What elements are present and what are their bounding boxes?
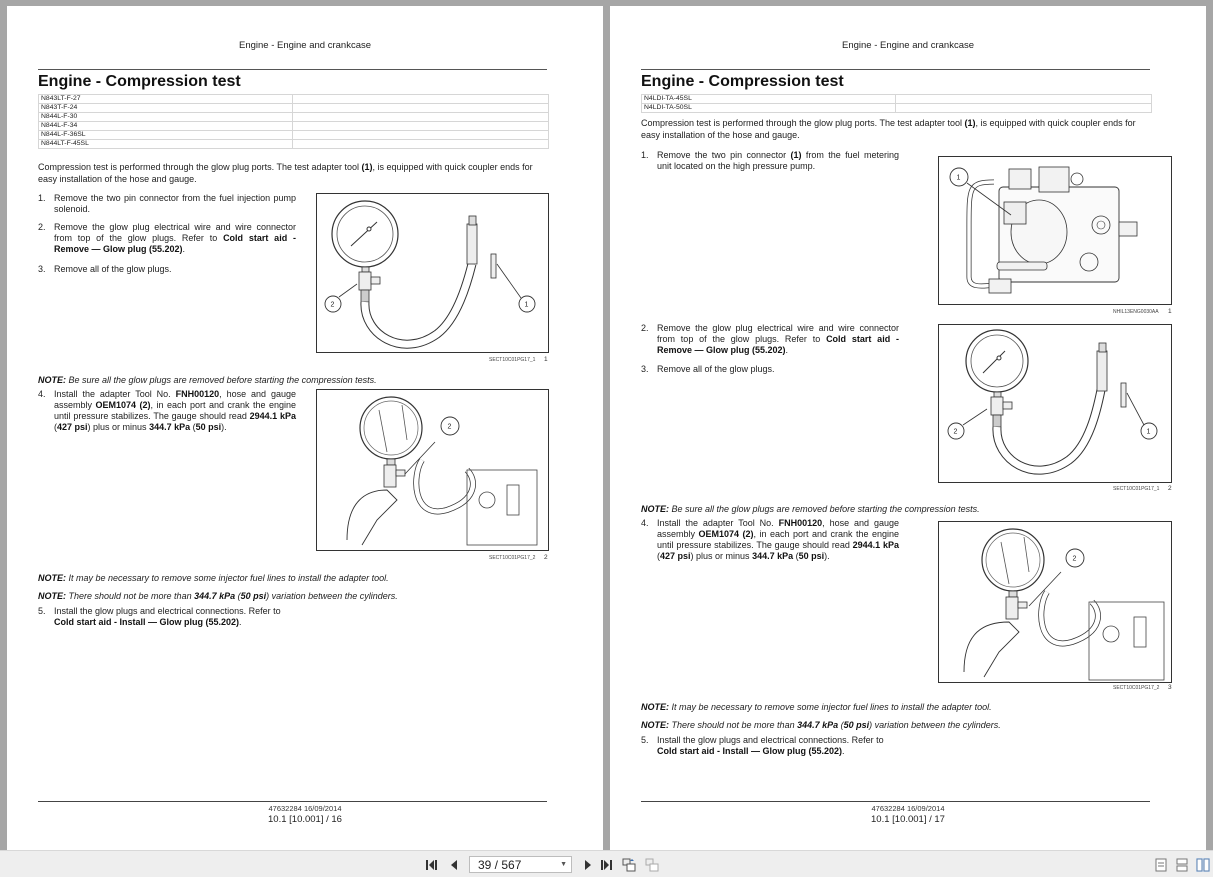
gauge-installed-illustration [939, 522, 1172, 683]
intro-paragraph: Compression test is performed through the glow plug ports. The test adapter tool (1), is equipped with quick coupler ends for easy installation of the hose and gauge. [641, 118, 1136, 140]
empty-cell [293, 140, 549, 149]
footer-page-number: 10.1 [10.001] / 17 [871, 814, 945, 825]
table-row [642, 104, 1152, 113]
table-row [39, 140, 549, 149]
page-17 [610, 6, 1206, 850]
figure-number: 1 [544, 356, 548, 363]
step-4: 4. Install the adapter Tool No. FNH00120, hose and gauge assembly OEM1074 (2), in each port and crank the engine until pressure stabilizes. The gauge should read 2944.1 kPa (427 psi) plus or minus 344.7 kPa (50 psi). [641, 518, 899, 561]
model-cell: N844L-F-30 [39, 113, 293, 122]
figure-gauge-installed [316, 389, 549, 551]
note-injector-lines: NOTE: It may be necessary to remove some injector fuel lines to install the adapter tool. [641, 702, 992, 712]
empty-cell [896, 104, 1152, 113]
model-table [38, 94, 549, 149]
table-row [39, 122, 549, 131]
cross-reference-link[interactable]: Cold start aid - Install — Glow plug (55.202) [54, 617, 240, 627]
footer-doc-id: 47632284 16/09/2014 [871, 804, 945, 813]
sync-icon [622, 858, 636, 872]
svg-text:1: 1 [1146, 428, 1151, 436]
title-rule [38, 69, 547, 70]
previous-page-icon [447, 858, 461, 872]
sync-button[interactable] [622, 858, 636, 872]
table-row [39, 113, 549, 122]
figure-caption: SECT10C01PG17_1 [489, 357, 536, 363]
svg-text:2: 2 [1072, 555, 1077, 563]
cross-reference-link[interactable]: Cold start aid - Remove — Glow plug (55.202) [54, 233, 296, 254]
empty-cell [293, 122, 549, 131]
empty-cell [293, 104, 549, 113]
figure-high-pressure-pump [938, 156, 1172, 305]
last-page-icon [600, 858, 614, 872]
model-cell: N843T-F-24 [39, 104, 293, 113]
step-2: 2. Remove the glow plug electrical wire and wire connector from top of the glow plugs. Refer to Cold start aid - Remove — Glow plug (55.202). [641, 323, 899, 355]
step-5: 5. Install the glow plugs and electrical connections. Refer to Cold start aid - Install — Glow plug (55.202). [38, 606, 281, 627]
empty-cell [293, 95, 549, 104]
figure-number: 2 [1168, 485, 1172, 492]
page-title: Engine - Compression test [38, 73, 241, 90]
figure-number: 1 [1168, 308, 1172, 315]
last-page-button[interactable] [600, 858, 614, 872]
next-page-icon [581, 858, 595, 872]
model-cell: N843LT-F-27 [39, 95, 293, 104]
running-header: Engine - Engine and crankcase [238, 40, 372, 51]
step-2: 2. Remove the glow plug electrical wire and wire connector from top of the glow plugs. Refer to Cold start aid - Remove — Glow plug (55.202). [38, 222, 296, 254]
empty-cell [293, 113, 549, 122]
svg-text:2: 2 [330, 301, 335, 309]
figure-number: 3 [1168, 684, 1172, 691]
intro-paragraph: Compression test is performed through the glow plug ports. The test adapter tool (1), is equipped with quick coupler ends for easy installation of the hose and gauge. [38, 162, 533, 184]
navigation-toolbar [0, 850, 1213, 877]
step-1: 1. Remove the two pin connector (1) from the fuel metering unit located on the high pressure pump. [641, 150, 899, 171]
page-indicator: 39 / 567 [478, 858, 522, 872]
footer-doc-id: 47632284 16/09/2014 [268, 804, 342, 813]
figure-caption: SECT10C01PG17_2 [489, 555, 536, 561]
compare-button[interactable] [645, 858, 659, 872]
first-page-button[interactable] [425, 858, 439, 872]
table-row [39, 95, 549, 104]
note-remove-glow-plugs: NOTE: Be sure all the glow plugs are removed before starting the compression tests. [38, 375, 377, 385]
first-page-icon [425, 858, 439, 872]
figure-number: 2 [544, 554, 548, 561]
empty-cell [896, 95, 1152, 104]
step-4: 4. Install the adapter Tool No. FNH00120, hose and gauge assembly OEM1074 (2), in each port and crank the engine until pressure stabilizes. The gauge should read 2944.1 kPa (427 psi) plus or minus 344.7 kPa (50 psi). [38, 389, 296, 432]
model-cell: N844L-F-34 [39, 122, 293, 131]
figure-caption: NHIL13ENG0030AA [1113, 309, 1159, 315]
svg-text:1: 1 [956, 174, 961, 182]
figure-gauge-installed [938, 521, 1172, 683]
figure-caption: SECT10C01PG17_2 [1113, 685, 1160, 691]
step-1: 1. Remove the two pin connector from the fuel injection pump solenoid. [38, 193, 296, 214]
step-3: 3. Remove all of the glow plugs. [641, 364, 775, 374]
previous-page-button[interactable] [447, 858, 461, 872]
svg-text:2: 2 [953, 428, 958, 436]
empty-cell [293, 131, 549, 140]
single-page-view-icon [1154, 858, 1168, 872]
gauge-hose-illustration [939, 325, 1172, 483]
step-5: 5. Install the glow plugs and electrical connections. Refer to Cold start aid - Install — Glow plug (55.202). [641, 735, 884, 756]
model-cell: N4LDI-TA-50SL [642, 104, 896, 113]
compare-icon [645, 858, 659, 872]
footer-rule [641, 801, 1150, 802]
table-row [642, 95, 1152, 104]
note-variation: NOTE: There should not be more than 344.7 kPa (50 psi) variation between the cylinders. [641, 720, 1001, 730]
footer-rule [38, 801, 547, 802]
gauge-installed-illustration [317, 390, 549, 551]
page-16 [7, 6, 603, 850]
note-variation: NOTE: There should not be more than 344.7 kPa (50 psi) variation between the cylinders. [38, 591, 398, 601]
two-page-view-icon [1196, 858, 1210, 872]
two-page-view-button[interactable] [1196, 858, 1210, 872]
figure-caption: SECT10C01PG17_1 [1113, 486, 1160, 492]
model-cell: N844LT-F-45SL [39, 140, 293, 149]
cross-reference-link[interactable]: Cold start aid - Install — Glow plug (55.202) [657, 746, 843, 756]
pump-illustration [939, 157, 1172, 305]
dropdown-arrow-icon[interactable]: ▼ [560, 861, 567, 868]
page-title: Engine - Compression test [641, 73, 844, 90]
footer-page-number: 10.1 [10.001] / 16 [268, 814, 342, 825]
note-injector-lines: NOTE: It may be necessary to remove some injector fuel lines to install the adapter tool. [38, 573, 389, 583]
gauge-hose-illustration [317, 194, 549, 353]
title-rule [641, 69, 1150, 70]
model-table [641, 94, 1152, 113]
running-header: Engine - Engine and crankcase [841, 40, 975, 51]
figure-gauge-assembly [938, 324, 1172, 483]
model-cell: N844L-F-36SL [39, 131, 293, 140]
cross-reference-link[interactable]: Cold start aid - Remove — Glow plug (55.202) [657, 334, 899, 355]
figure-gauge-assembly [316, 193, 549, 353]
table-row [39, 104, 549, 113]
svg-text:1: 1 [524, 301, 529, 309]
continuous-view-icon [1175, 858, 1189, 872]
continuous-view-button[interactable] [1175, 858, 1189, 872]
step-3: 3. Remove all of the glow plugs. [38, 264, 172, 274]
single-page-view-button[interactable] [1154, 858, 1168, 872]
note-remove-glow-plugs: NOTE: Be sure all the glow plugs are removed before starting the compression tests. [641, 504, 980, 514]
page-number-dropdown[interactable] [469, 856, 572, 873]
svg-text:2: 2 [447, 423, 452, 431]
next-page-button[interactable] [581, 858, 595, 872]
table-row [39, 131, 549, 140]
model-cell: N4LDI-TA-45SL [642, 95, 896, 104]
